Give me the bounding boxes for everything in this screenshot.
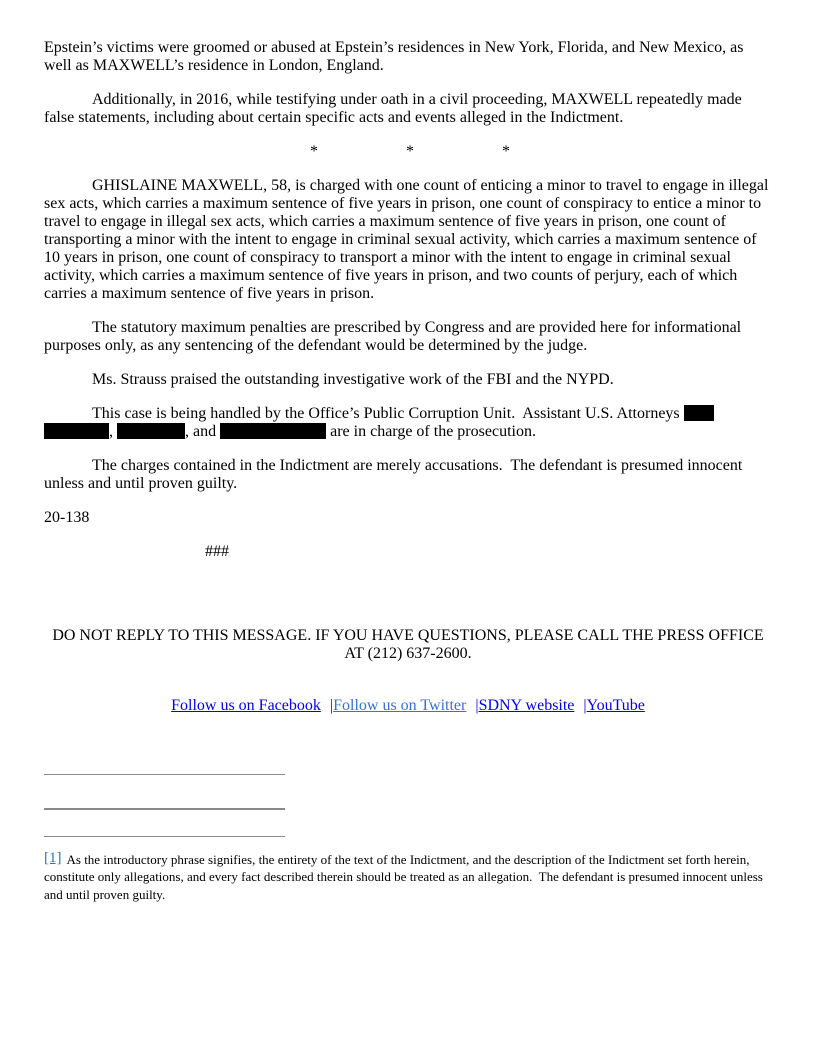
redaction-box (44, 423, 109, 439)
facebook-link[interactable]: Follow us on Facebook (171, 697, 321, 714)
signature-rule (44, 836, 285, 837)
sdny-website-link[interactable]: SDNY website (478, 697, 575, 714)
footnote-text: As the introductory phrase signifies, the entirety of the text of the Indictment, and the description of the Indictment set forth herein, constitute only allegations, and every fact described therein should be treated as an allegation. The defendant is presumed innocent unless and until proven guilty. (44, 851, 767, 902)
case-handling-text: are in charge of the prosecution. (326, 423, 536, 440)
case-number: 20-138 (44, 509, 90, 526)
asterisk-separator: * (406, 143, 414, 160)
redaction-box (684, 405, 714, 421)
link-separator: | (329, 697, 334, 714)
signature-rule (44, 808, 285, 809)
paragraph-false-statements: Additionally, in 2016, while testifying under oath in a civil proceeding, MAXWELL repeatedly made false statements, including about certain specific acts and events alleged in the Indictment. (44, 91, 746, 126)
paragraph-victims: Epstein’s victims were groomed or abused at Epstein’s residences in New York, Florida, and New Mexico, as well as MAXWELL’s residence in London, England. (44, 39, 748, 74)
section-separator (44, 143, 772, 161)
footnote (44, 850, 772, 904)
social-links-row (44, 697, 772, 715)
press-office-notice: DO NOT REPLY TO THIS MESSAGE. IF YOU HAVE QUESTIONS, PLEASE CALL THE PRESS OFFICE AT (212) 637-2600. (52, 627, 764, 662)
paragraph-praise: Ms. Strauss praised the outstanding investigative work of the FBI and the NYPD. (92, 371, 614, 388)
youtube-link[interactable]: YouTube (586, 697, 645, 714)
paragraph-case-handling (44, 405, 772, 441)
paragraph-charges: GHISLAINE MAXWELL, 58, is charged with one count of enticing a minor to travel to engage in illegal sex acts, which carries a maximum sentence of five years in prison, one count of conspiracy to entice a minor to travel to engage in illegal sex acts, which carries a maximum sentence of five years in prison, one count of transporting a minor with the intent to engage in criminal sexual activity, which carries a maximum sentence of 10 years in prison, one count of conspiracy to transport a minor with the intent to engage in criminal sexual activity, which carries a maximum sentence of five years in prison, and two counts of perjury, each of which carries a maximum sentence of five years in prison. (44, 177, 773, 302)
end-marker: ### (205, 543, 229, 560)
redaction-box (220, 423, 326, 439)
case-handling-text (714, 405, 718, 422)
link-separator: | (583, 697, 587, 714)
case-handling-text: , (109, 423, 117, 440)
case-handling-text: , and (185, 423, 221, 440)
paragraph-presumption: The charges contained in the Indictment are merely accusations. The defendant is presumed innocent unless and until proven guilty. (44, 457, 747, 492)
footnote-ref-link[interactable]: [1] (44, 849, 62, 866)
case-handling-text: This case is being handled by the Office’s Public Corruption Unit. Assistant U.S. Attorneys (92, 405, 684, 422)
redaction-box (117, 423, 185, 439)
paragraph-statutory-maximums: The statutory maximum penalties are prescribed by Congress and are provided here for informational purposes only, as any sentencing of the defendant would be determined by the judge. (44, 319, 746, 354)
link-separator: | (475, 697, 479, 714)
asterisk-separator: * (502, 143, 510, 160)
asterisk-separator: * (310, 143, 318, 160)
signature-rule (44, 774, 285, 775)
twitter-link[interactable]: Follow us on Twitter (333, 697, 467, 714)
